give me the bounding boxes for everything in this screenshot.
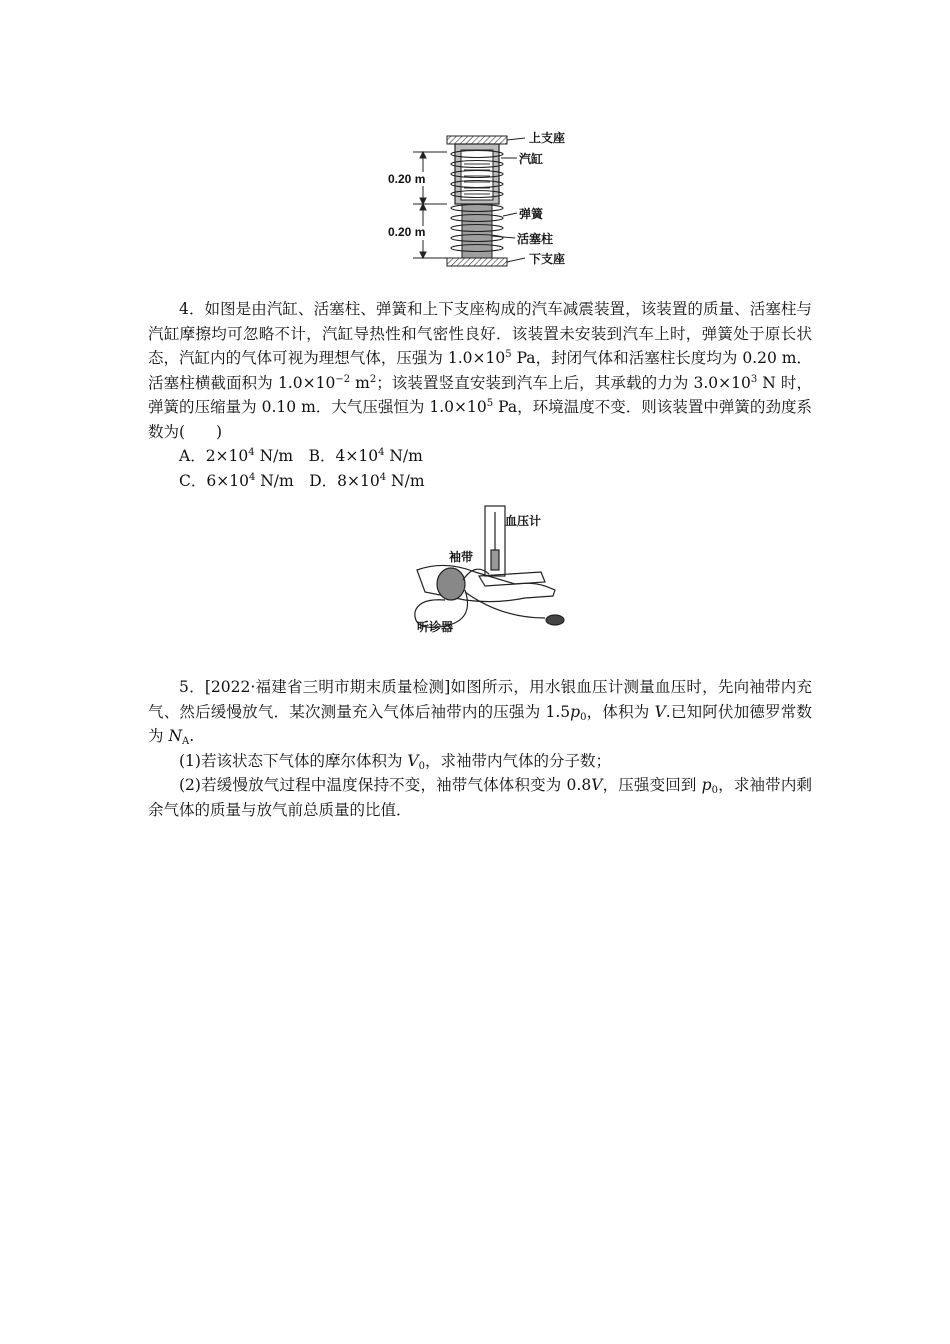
- q5-stem: 5．[2022·福建省三明市期末质量检测]如图所示，用水银血压计测量血压时，先向袖带内充气、然后缓慢放气．某次测量充入气体后袖带内的压强为 $1.5p_0$，体积为 V.已知阿伏加德罗常数为 $N_A$.: [148, 678, 812, 747]
- option-b: B．$4\times 10^4$ N/m: [308, 447, 423, 465]
- blood-pressure-figure: [405, 500, 585, 650]
- question-5: [148, 675, 812, 822]
- top-mount-plate: [447, 136, 507, 144]
- q5-part-1: (1)若该状态下气体的摩尔体积为 $V_0$，求袖带内气体的分子数；: [179, 751, 611, 772]
- question-4: [148, 297, 812, 493]
- cuff-shape: [437, 568, 465, 600]
- bottom-mount-plate: [447, 258, 507, 266]
- dim-lower: 0.20 m: [388, 225, 426, 239]
- option-d: D．$8\times 10^4$ N/m: [309, 471, 425, 490]
- stethoscope-chestpiece: [546, 615, 564, 625]
- label-piston: 活塞柱: [517, 232, 554, 246]
- label-cylinder: 汽缸: [519, 152, 544, 166]
- label-gauge: 血压计: [505, 514, 542, 528]
- q4-options-ab: [148, 444, 812, 469]
- label-bottom-mount: 下支座: [529, 252, 566, 266]
- q4-stem: 4．如图是由汽缸、活塞柱、弹簧和上下支座构成的汽车减震装置，该装置的质量、活塞柱与汽缸摩擦均可忽略不计，汽缸导热性和气密性良好．该装置未安装到汽车上时，弹簧处于原长状态，汽缸内的气体可视为理想气体，压强为 $1.0\times 10^5$ Pa，封闭气体和活塞柱长度均为 0.20 m．活塞柱横截面积为 $1.0\times 10^{-2}$ $m^2$；该装置竖直安装到汽车上后，其承载的力为 $3.0\times 10^3$ N 时，弹簧的压缩量为 0.10 m．大气压强恒为 $1.0\times 10^5$ Pa，环境温度不变．则该装置中弹簧的劲度系数为( ): [148, 300, 813, 441]
- shock-absorber-figure: [388, 118, 595, 278]
- label-top-mount: 上支座: [529, 131, 566, 145]
- label-stethoscope: 听诊器: [417, 620, 454, 634]
- option-a: A．$2\times 10^4$ N/m: [179, 447, 294, 465]
- dimension-lines: [413, 152, 447, 258]
- q5-part-2: (2)若缓慢放气过程中温度保持不变，袖带气体体积变为 0.8V，压强变回到 $p_0$，求袖带内剩余气体的质量与放气前总质量的比值．: [148, 776, 812, 819]
- dim-upper: 0.20 m: [388, 172, 426, 186]
- q4-options-cd: [148, 469, 812, 494]
- q5-source: [2022·福建省三明市期末质量检测]: [204, 678, 451, 696]
- label-spring: 弹簧: [519, 207, 544, 221]
- option-c: C．$6\times 10^4$ N/m: [179, 471, 294, 490]
- label-cuff: 袖带: [449, 550, 474, 564]
